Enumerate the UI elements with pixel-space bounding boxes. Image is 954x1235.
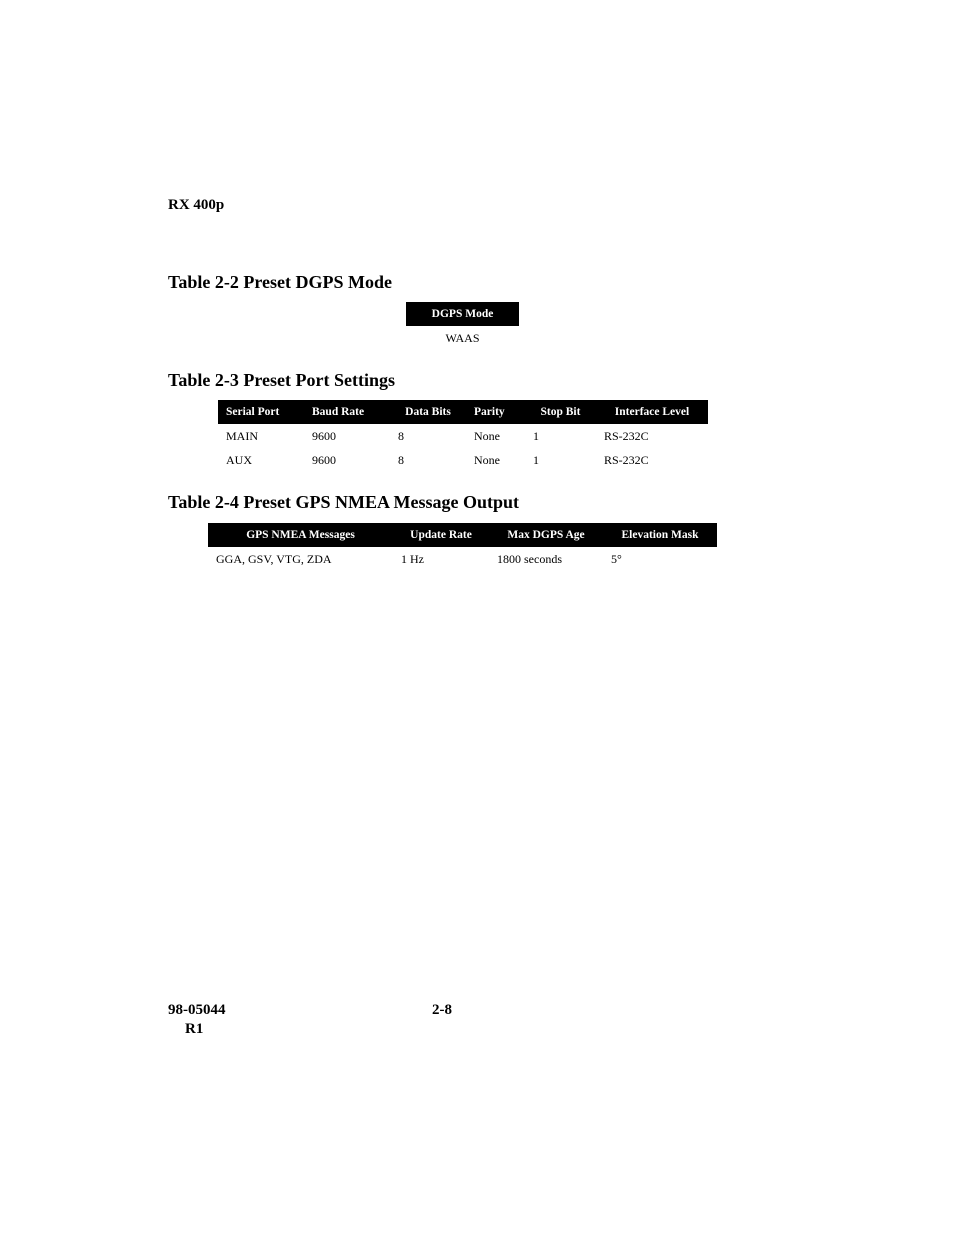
table-cell: 9600 (312, 452, 336, 467)
table-cell: 8 (398, 428, 404, 443)
table-2-4-nmea-output (208, 523, 717, 571)
table-row (406, 326, 519, 350)
column-header: Baud Rate (304, 400, 390, 424)
table-cell: 1 Hz (401, 551, 424, 566)
table-cell: 1 (533, 428, 539, 443)
column-header: Elevation Mask (603, 523, 717, 547)
table-row (208, 547, 717, 571)
table-2-2-caption: Table 2-2 Preset DGPS Mode (168, 272, 392, 292)
table-2-4-caption: Table 2-4 Preset GPS NMEA Message Output (168, 492, 519, 512)
table-header-row (208, 523, 717, 547)
table-header-row (406, 302, 519, 326)
table-2-2-dgps-mode (406, 302, 519, 350)
table-cell: 9600 (312, 428, 336, 443)
footer-doc-number: 98-05044 (168, 1002, 226, 1018)
table-cell: AUX (226, 452, 252, 467)
column-header: Max DGPS Age (489, 523, 603, 547)
table-header-row (218, 400, 708, 424)
table-cell: WAAS (445, 330, 480, 345)
table-cell: None (474, 428, 500, 443)
column-header: Update Rate (393, 523, 489, 547)
table-cell: None (474, 452, 500, 467)
table-cell: RS-232C (604, 428, 649, 443)
table-cell: 5° (611, 551, 622, 566)
table-cell: GGA, GSV, VTG, ZDA (216, 551, 332, 566)
footer-revision: R1 (185, 1021, 204, 1037)
table-row (218, 424, 708, 448)
table-cell: 8 (398, 452, 404, 467)
table-2-3-caption: Table 2-3 Preset Port Settings (168, 370, 395, 390)
column-header: Parity (466, 400, 525, 424)
column-header: Stop Bit (525, 400, 596, 424)
table-cell: 1 (533, 452, 539, 467)
column-header: Data Bits (390, 400, 466, 424)
table-2-3-port-settings (218, 400, 708, 472)
table-cell: MAIN (226, 428, 258, 443)
running-header: RX 400p (168, 197, 225, 213)
column-header: Serial Port (218, 400, 304, 424)
table-row (218, 448, 708, 472)
column-header: DGPS Mode (406, 302, 519, 326)
column-header: Interface Level (596, 400, 708, 424)
column-header: GPS NMEA Messages (208, 523, 393, 547)
footer-page-number: 2-8 (432, 1002, 452, 1018)
table-cell: RS-232C (604, 452, 649, 467)
table-cell: 1800 seconds (497, 551, 562, 566)
